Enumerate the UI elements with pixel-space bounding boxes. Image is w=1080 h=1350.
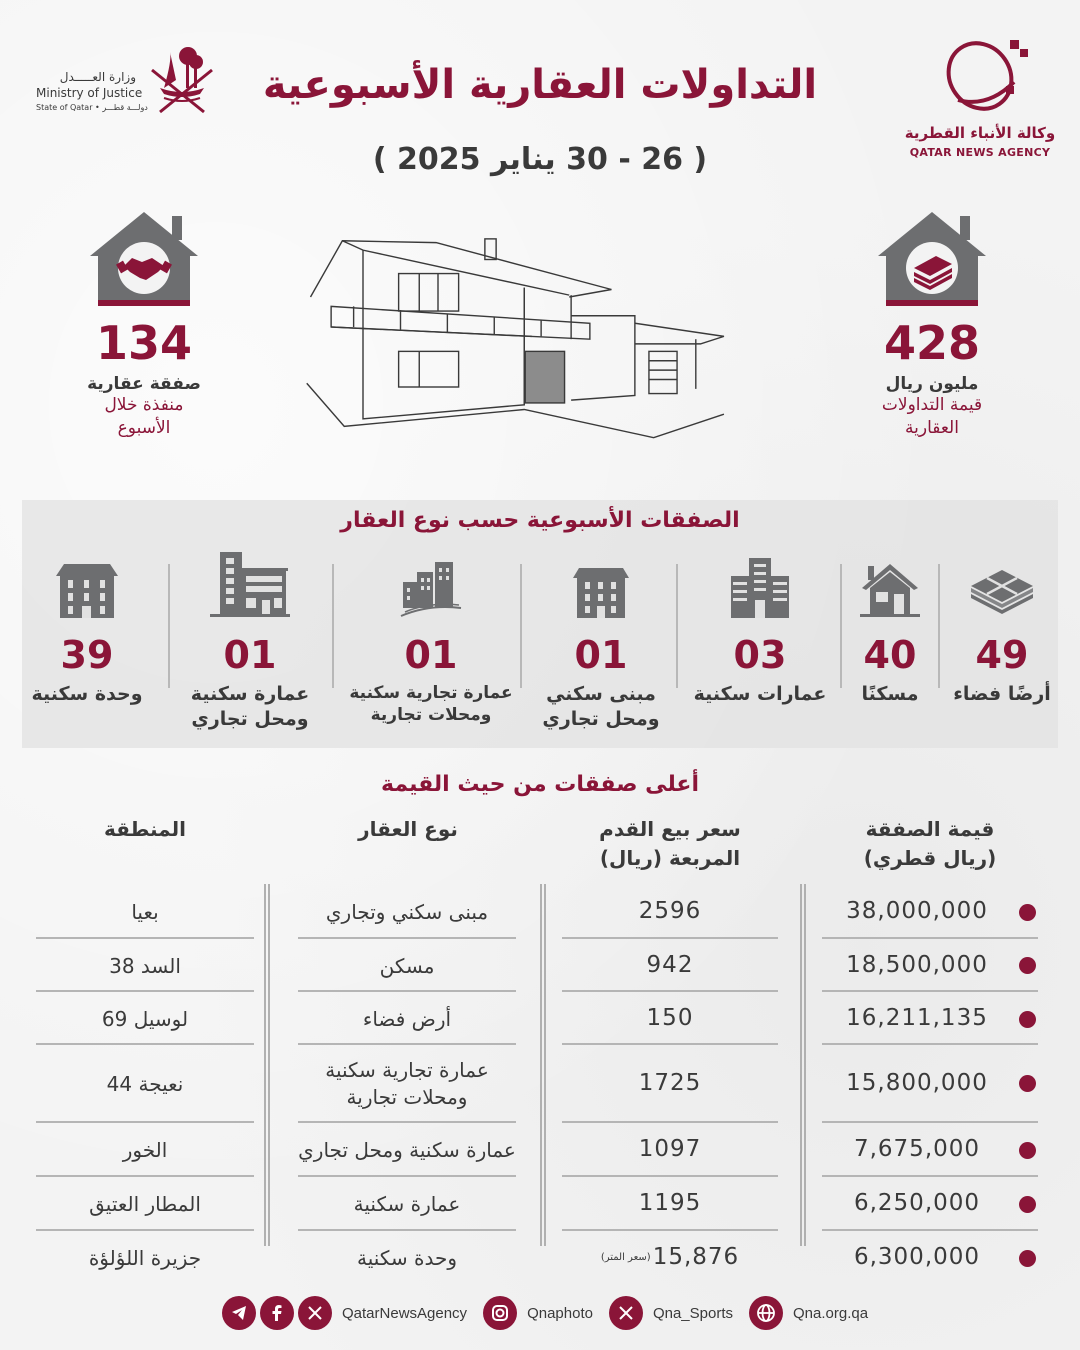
price-per-sqft [562,1232,778,1284]
qna-emblem-icon [928,36,1038,116]
row-divider [298,990,516,992]
social-link-qna-sports[interactable]: Qna_Sports [652,1304,733,1322]
deal-value: 6,300,000 [853,1244,981,1271]
row-divider [36,1121,254,1123]
property-types-title: الصفقات الأسبوعية حسب نوع العقار [340,508,740,533]
residential-unit-icon [56,562,118,618]
property-type: عمارة سكنية ومحل تجاري [298,1137,516,1162]
property-type: أرض فضاء [362,1006,452,1031]
property-type-residential-unit [22,550,152,707]
area: نعيجة 44 [106,1071,184,1096]
header-price-line1: سعر بيع القدم [599,817,741,841]
deals-count-value: 134 [95,316,193,370]
header-price-line2: المربعة (ريال) [599,846,741,870]
property-type-count: 40 [863,633,917,677]
house-sketch-illustration [288,222,738,447]
row-divider [562,990,778,992]
row-divider [822,1175,1038,1177]
bullet-dot [1019,957,1036,974]
area: السد 38 [109,953,181,978]
column-header-area [36,815,254,844]
apartment-building-icon [573,566,629,618]
price-per-sqft: 1725 [638,1070,702,1097]
globe-icon[interactable] [749,1296,783,1330]
social-link-qnaphoto[interactable]: Qnaphoto [527,1304,593,1322]
row-divider [298,1175,516,1177]
trading-value-sublabel-2: العقارية [905,417,959,438]
property-type-house [842,550,938,707]
deal-value: 16,211,135 [846,1005,988,1032]
ministry-name-en: Ministry of Justice [36,86,143,100]
row-divider [822,937,1038,939]
row-divider [562,937,778,939]
deal-value: 6,250,000 [853,1190,981,1217]
property-type-label: عمارات سكنية [693,683,827,705]
divider [938,564,940,688]
social-link-website[interactable]: Qna.org.qa [793,1304,869,1322]
divider [332,564,334,688]
house-frame-icon [874,208,990,308]
deals-count-stat [54,208,234,440]
property-type-land [942,550,1062,707]
property-type: مبنى سكني وتجاري [325,899,489,924]
row-divider [822,990,1038,992]
page-title: التداولات العقارية الأسبوعية [262,62,818,108]
property-type-count: 49 [975,633,1029,677]
trading-value-amount: 428 [883,316,981,370]
agency-name-en: QATAR NEWS AGENCY [909,146,1051,159]
social-links-footer [222,1296,884,1330]
row-divider [36,1043,254,1045]
header-area: المنطقة [104,817,186,841]
price-per-sqft: 942 [646,952,694,979]
price-per-sqft: 150 [646,1005,694,1032]
property-type-count: 03 [733,633,787,677]
row-divider [562,1121,778,1123]
top-deals-title: أعلى صفقات من حيث القيمة [381,772,699,797]
row-divider [298,1229,516,1231]
trading-value-sublabel-1: قيمة التداولات [881,395,983,415]
area: الخور [122,1137,168,1162]
property-type-count: 01 [223,633,277,677]
header-value-line2: (ريال قطري) [863,846,997,870]
ministry-state: State of Qatar • دولـــة قطـــر [36,103,148,112]
deal-value: 15,800,000 [846,1070,988,1097]
property-type-commercial-residential-building [338,550,524,726]
property-type-label: عمارة تجارية سكنية [349,683,513,703]
ministry-name-ar: وزارة العـــــدل [59,70,136,84]
instagram-icon[interactable] [483,1296,517,1330]
tower-building-icon [729,556,791,618]
property-type-count: 01 [574,633,628,677]
row-divider [298,937,516,939]
property-type-label: مبنى سكني [546,683,656,705]
row-divider [562,1043,778,1045]
house-frame-icon [86,208,202,308]
property-type-line2: ومحلات تجارية [346,1085,468,1109]
bullet-dot [1019,1011,1036,1028]
bullet-dot [1019,1250,1036,1267]
column-divider [264,884,270,1246]
column-divider [540,884,546,1246]
social-link-qatarnewsagency[interactable]: QatarNewsAgency [342,1304,468,1322]
date-range: ( 26 - 30 يناير 2025 ) [372,142,708,177]
area: لوسيل 69 [101,1006,189,1031]
header-type: نوع العقار [358,817,458,841]
row-divider [36,937,254,939]
row-divider [822,1121,1038,1123]
land-plots-icon [967,566,1037,618]
row-divider [562,1175,778,1177]
deals-count-sublabel-2: الأسبوع [117,417,171,438]
deals-count-sublabel-1: منفذة خلال [104,395,184,415]
bullet-dot [1019,1075,1036,1092]
property-type: مسكن [379,953,435,978]
property-type-label: عمارة سكنية [190,683,310,705]
property-types-panel [22,500,1058,748]
row-divider [36,1175,254,1177]
property-type [298,1046,516,1122]
price-per-sqft: 1195 [638,1190,702,1217]
x-icon[interactable] [609,1296,643,1330]
property-type-count: 39 [60,633,114,677]
property-type-residential-building-shop [172,550,328,731]
property-type-label-2: ومحلات تجارية [370,705,492,726]
price-per-sqft: 2596 [638,898,702,925]
city-skyline-icon [399,560,463,618]
property-type-residential-buildings [682,550,838,707]
property-type-label: مسكنًا [861,683,919,705]
deal-value: 38,000,000 [846,898,988,925]
column-header-type [298,815,518,844]
x-icon[interactable] [298,1296,332,1330]
property-type-label-2: ومحل تجاري [191,707,309,730]
price-value: 15,876 [652,1244,740,1271]
area: المطار العتيق [89,1191,201,1216]
row-divider [36,990,254,992]
bullet-dot [1019,1196,1036,1213]
row-divider [562,1229,778,1231]
qatar-news-agency-logo [900,36,1060,166]
row-divider [822,1229,1038,1231]
deal-value: 18,500,000 [846,952,988,979]
property-type-residential-commercial-building [532,550,670,731]
price-per-sqft: 1097 [638,1136,702,1163]
property-type: وحدة سكنية [357,1245,457,1270]
column-divider [800,884,806,1246]
area: بعيا [131,899,159,924]
column-header-value [822,815,1038,873]
mixed-use-building-icon [210,552,290,618]
bullet-dot [1019,904,1036,921]
divider [840,564,842,688]
divider [168,564,170,688]
divider [676,564,678,688]
agency-name-ar: وكالة الأنباء القطرية [904,124,1056,142]
property-type-count: 01 [404,633,458,677]
deals-count-label: صفقة عقارية [87,374,201,394]
row-divider [298,1043,516,1045]
column-header-price [560,815,780,873]
row-divider [822,1043,1038,1045]
property-type: عمارة سكنية [353,1191,461,1216]
telegram-icon[interactable] [222,1296,256,1330]
bullet-dot [1019,1142,1036,1159]
property-type-line1: عمارة تجارية سكنية [325,1058,489,1082]
header-value-line1: قيمة الصفقة [865,817,995,841]
price-note: (سعر المتر) [600,1252,651,1264]
ministry-of-justice-logo [30,40,210,120]
area: جزيرة اللؤلؤة [88,1245,202,1270]
house-icon [860,560,920,618]
trading-value-stat [842,208,1022,440]
row-divider [36,1229,254,1231]
property-type-label-2: ومحل تجاري [542,707,660,730]
property-type-label: وحدة سكنية [31,683,143,705]
facebook-icon[interactable] [260,1296,294,1330]
trading-value-unit: مليون ريال [885,374,979,394]
row-divider [298,1121,516,1123]
deal-value: 7,675,000 [853,1136,981,1163]
property-type-label: أرضًا فضاء [953,683,1051,705]
